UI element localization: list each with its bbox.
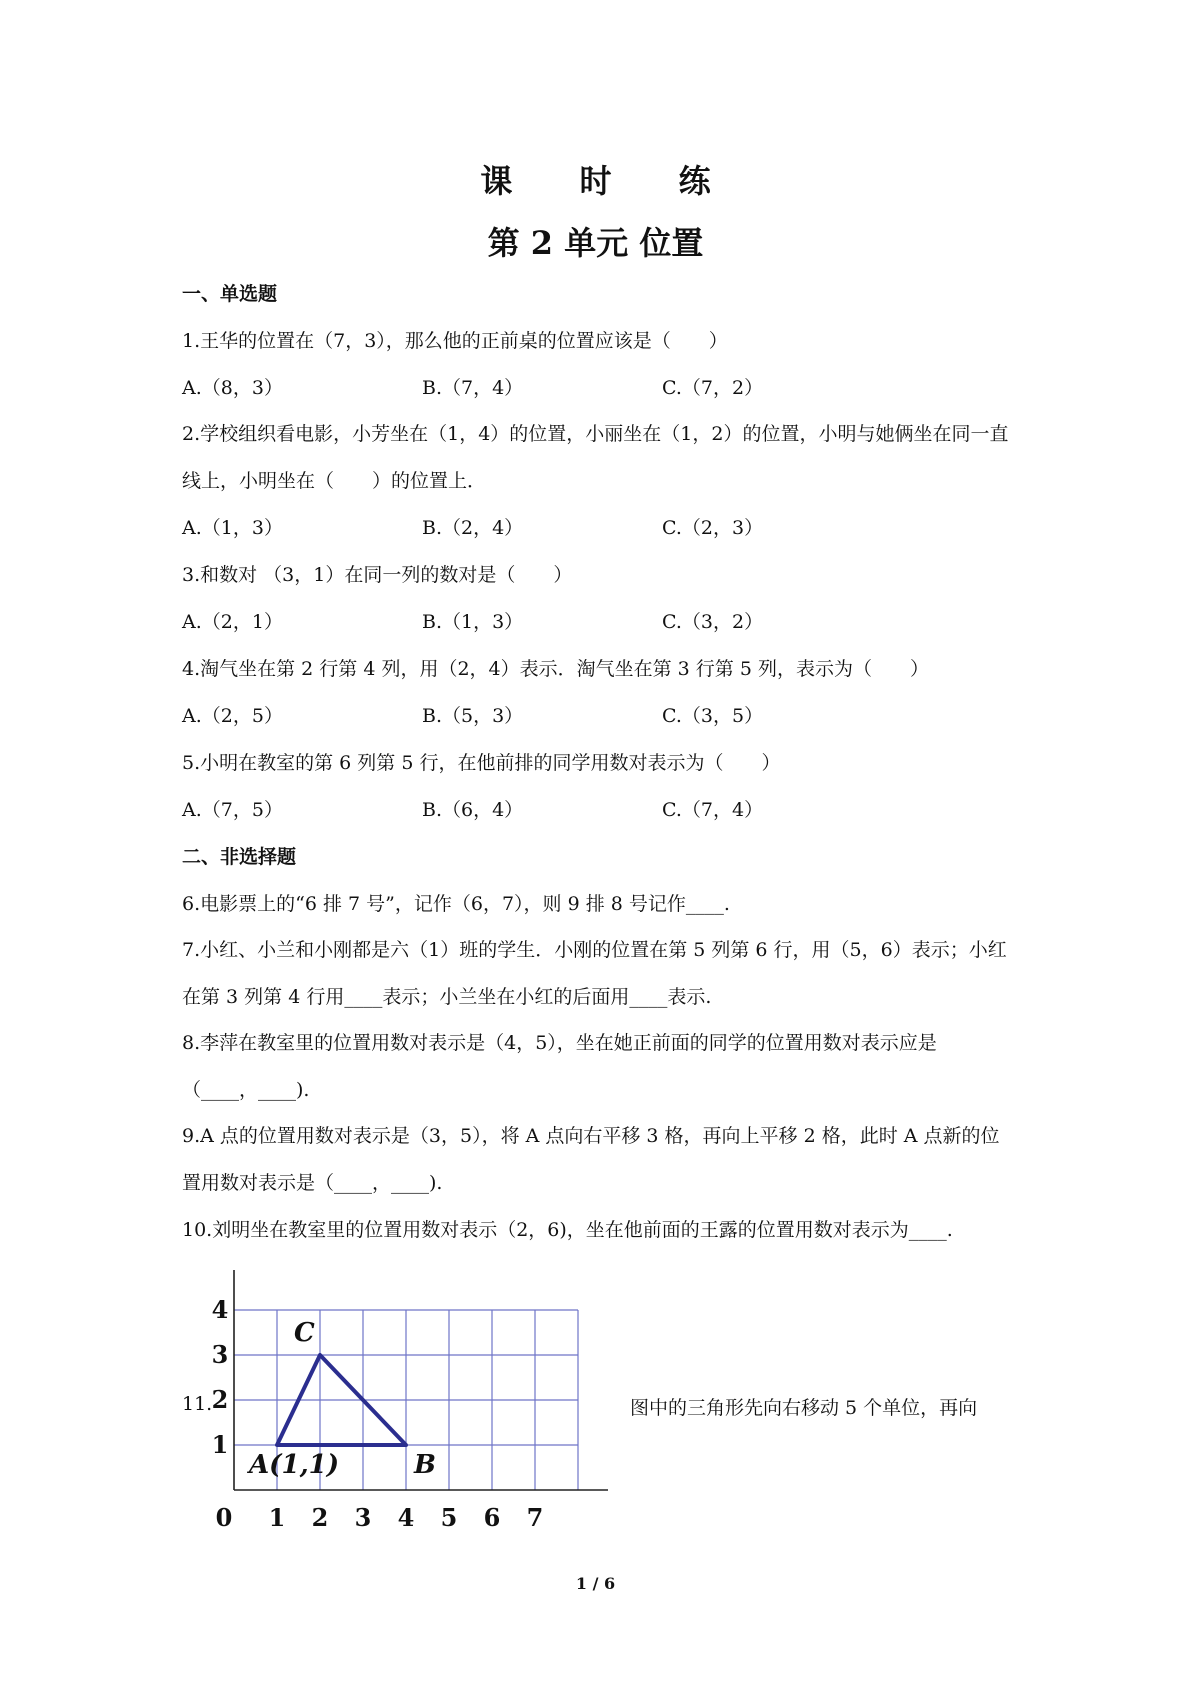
question-11-text: 图中的三角形先向右移动 5 个单位，再向 xyxy=(630,1397,978,1419)
option-a: A.（2，1） xyxy=(182,611,283,633)
option-c: C.（3，5） xyxy=(662,705,764,727)
x-tick-label: 2 xyxy=(311,1503,329,1532)
option-a: A.（7，5） xyxy=(182,799,283,821)
x-tick-label: 5 xyxy=(440,1503,458,1532)
question-6: 6.电影票上的“6 排 7 号”，记作（6，7），则 9 排 8 号记作____. xyxy=(182,893,730,915)
option-c: C.（7，2） xyxy=(662,377,764,399)
option-c: C.（7，4） xyxy=(662,799,764,821)
option-b: B.（5，3） xyxy=(422,705,524,727)
section-heading: 一、单选题 xyxy=(182,283,278,305)
page-subtitle: 第 2 单元 位置 xyxy=(487,224,704,262)
question-list xyxy=(182,278,1012,1261)
options-row xyxy=(182,794,1012,841)
options-row xyxy=(182,700,1012,747)
option-b: B.（7，4） xyxy=(422,377,524,399)
coordinate-grid xyxy=(204,1268,624,1553)
point-label-b: B xyxy=(414,1450,436,1480)
option-b: B.（1，3） xyxy=(422,611,524,633)
page-number: 1 / 6 xyxy=(575,1574,616,1593)
x-tick-label: 4 xyxy=(397,1503,415,1532)
options-row xyxy=(182,512,1012,559)
question-5: 5.小明在教室的第 6 列第 5 行，在他前排的同学用数对表示为（ ） xyxy=(182,752,781,774)
question-8: 8.李萍在教室里的位置用数对表示是（4，5），坐在她正前面的同学的位置用数对表示应是（____，____). xyxy=(182,1032,937,1101)
point-label-c: C xyxy=(294,1318,315,1348)
x-tick-label: 3 xyxy=(354,1503,372,1532)
option-c: C.（2，3） xyxy=(662,517,764,539)
section-heading: 二、非选择题 xyxy=(182,846,297,868)
question-7: 7.小红、小兰和小刚都是六（1）班的学生．小刚的位置在第 5 列第 6 行，用（5，6）表示；小红在第 3 列第 4 行用____表示；小兰坐在小红的后面用____表示. xyxy=(182,939,1007,1008)
options-row xyxy=(182,606,1012,653)
x-tick-label: 6 xyxy=(483,1503,501,1532)
y-tick-label: 2 xyxy=(211,1385,229,1414)
option-a: A.（1，3） xyxy=(182,517,283,539)
option-a: A.（2，5） xyxy=(182,705,283,727)
question-1: 1.王华的位置在（7，3），那么他的正前桌的位置应该是（ ） xyxy=(182,330,728,352)
y-tick-label: 3 xyxy=(211,1340,229,1369)
option-b: B.（6，4） xyxy=(422,799,524,821)
option-c: C.（3，2） xyxy=(662,611,764,633)
question-9: 9.A 点的位置用数对表示是（3，5），将 A 点向右平移 3 格，再向上平移 2 格，此时 A 点新的位置用数对表示是（____，____). xyxy=(182,1125,1000,1194)
x-tick-label: 1 xyxy=(268,1503,286,1532)
question-3: 3.和数对 （3，1）在同一列的数对是（ ） xyxy=(182,564,573,586)
question-4: 4.淘气坐在第 2 行第 4 列，用（2，4）表示．淘气坐在第 3 行第 5 列，表示为（ ） xyxy=(182,658,929,680)
y-tick-label: 4 xyxy=(211,1295,229,1324)
x-tick-label: 7 xyxy=(526,1503,544,1532)
question-2: 2.学校组织看电影，小芳坐在（1，4）的位置，小丽坐在（1，2）的位置，小明与她俩坐在同一直线上，小明坐在（ ）的位置上． xyxy=(182,423,1009,492)
option-a: A.（8，3） xyxy=(182,377,283,399)
question-10: 10.刘明坐在教室里的位置用数对表示（2，6)，坐在他前面的王露的位置用数对表示为____. xyxy=(182,1219,953,1241)
point-label-a: A(1,1) xyxy=(249,1450,340,1480)
question-11 xyxy=(182,1268,1012,1558)
question-11-number: 11. xyxy=(182,1393,213,1415)
option-b: B.（2，4） xyxy=(422,517,524,539)
y-tick-label: 1 xyxy=(211,1430,229,1459)
x-tick-label: 0 xyxy=(215,1503,233,1532)
page-title: 课 时 练 xyxy=(480,162,739,200)
